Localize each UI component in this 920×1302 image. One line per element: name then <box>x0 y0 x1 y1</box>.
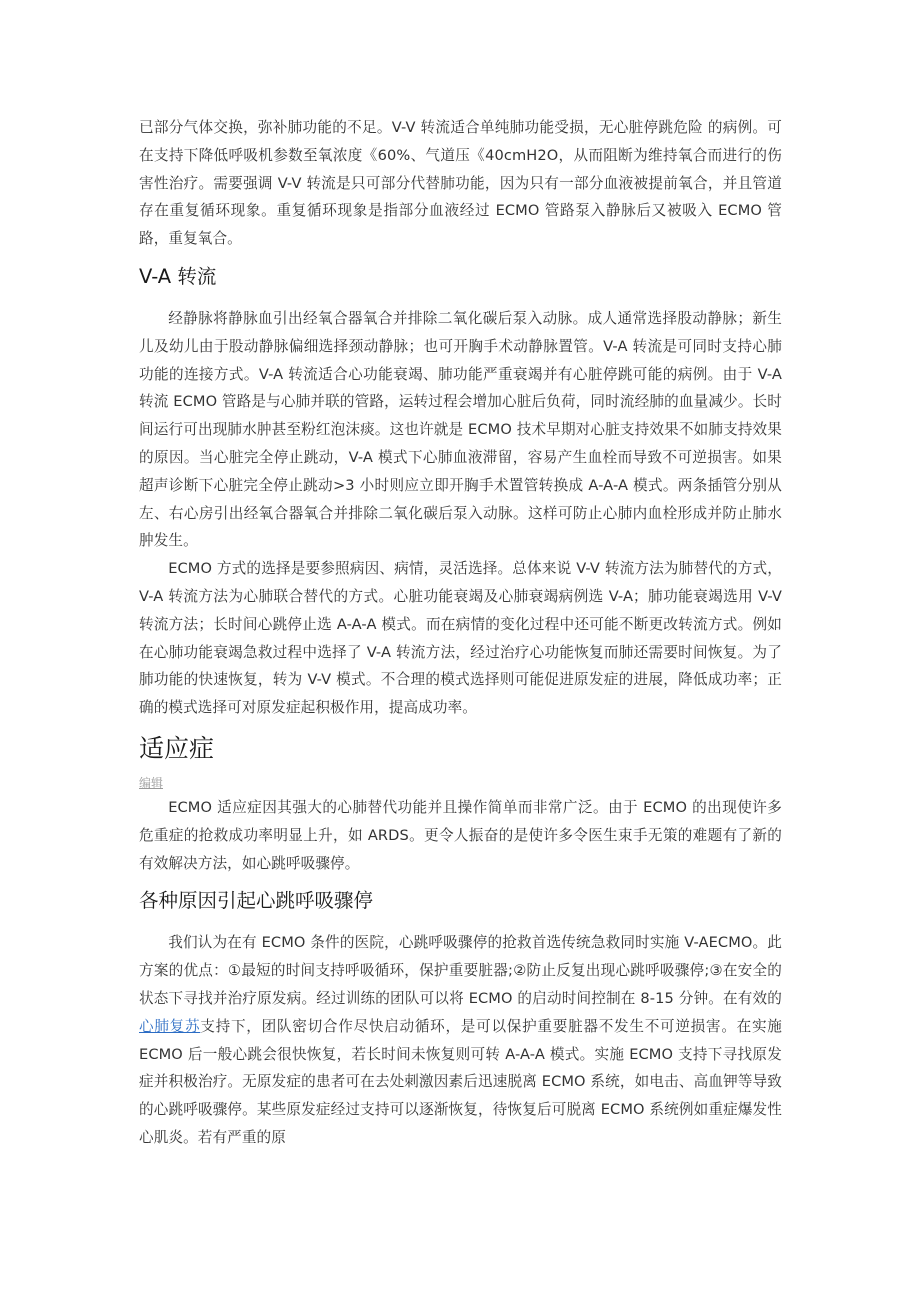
arrest-text-before-link: 我们认为在有 ECMO 条件的医院，心跳呼吸骤停的抢救首选传统急救同时实施 V-AECMO。此方案的优点：①最短的时间支持呼吸循环，保护重要脏器;②防止反复出现心跳呼吸骤停;③在安全的状态下寻找并治疗原发病。经过训练的团队可以将 ECMO 的启动时间控制在 8-15 分钟。在有效的 <box>139 934 782 1007</box>
indications-paragraph: ECMO 适应症因其强大的心肺替代功能并且操作简单而非常广泛。由于 ECMO 的出现使许多危重症的抢救成功率明显上升，如 ARDS。更令人振奋的是使许多令医生束手无策的难题有了新的有效解决方法，如心跳呼吸骤停。 <box>139 798 782 872</box>
indications-heading: 适应症 <box>139 733 215 763</box>
arrest-paragraph <box>139 929 782 1151</box>
va-paragraph-2: ECMO 方式的选择是要参照病因、病情，灵活选择。总体来说 V-V 转流方法为肺替代的方式，V-A 转流方法为心肺联合替代的方式。心脏功能衰竭及心肺衰竭病例选 V-A；肺功能衰竭选用 V-V 转流方法；长时间心跳停止选 A-A-A 模式。而在病情的变化过程中还可能不断更改转流方式。例如在心肺功能衰竭急救过程中选择了 V-A 转流方法，经过治疗心功能恢复而肺还需要时间恢复。为了肺功能的快速恢复，转为 V-V 模式。不合理的模式选择则可能促进原发症的进展，降低成功率；正确的模式选择可对原发症起积极作用，提高成功率。 <box>139 560 782 717</box>
edit-link[interactable]: 编辑 <box>139 775 164 790</box>
document-page <box>139 114 782 1152</box>
arrest-text-after-link: 支持下，团队密切合作尽快启动循环，是可以保护重要脏器不发生不可逆损害。在实施 ECMO 后一般心跳会很快恢复，若长时间未恢复则可转 A-A-A 模式。实施 ECMO 支持下寻找原发症并积极治疗。无原发症的患者可在去处刺激因素后迅速脱离 ECMO 系统，如电击、高血钾等导致的心跳呼吸骤停。某些原发症经过支持可以逐渐恢复，待恢复后可脱离 ECMO 系统例如重症爆发性心肌炎。若有严重的原 <box>139 1017 782 1146</box>
va-section-heading: V-A 转流 <box>139 264 217 288</box>
va-paragraph-1: 经静脉将静脉血引出经氧合器氧合并排除二氧化碳后泵入动脉。成人通常选择股动静脉；新生儿及幼儿由于股动静脉偏细选择颈动静脉；也可开胸手术动静脉置管。V-A 转流是可同时支持心肺功能的连接方式。V-A 转流适合心功能衰竭、肺功能严重衰竭并有心脏停跳可能的病例。由于 V-A 转流 ECMO 管路是与心肺并联的管路，运转过程会增加心脏后负荷，同时流经肺的血量减少。长时间运行可出现肺水肿甚至粉红泡沫痰。这也许就是 ECMO 技术早期对心脏支持效果不如肺支持效果的原因。当心脏完全停止跳动，V-A 模式下心肺血液滞留，容易产生血栓而导致不可逆损害。如果超声诊断下心脏完全停止跳动>3 小时则应立即开胸手术置管转换成 A-A-A 模式。两条插管分别从左、右心房引出经氧合器氧合并排除二氧化碳后泵入动脉。这样可防止心肺内血栓形成并防止肺水肿发生。 <box>139 309 782 550</box>
arrest-section-heading: 各种原因引起心跳呼吸骤停 <box>139 889 374 913</box>
cpr-link[interactable]: 心肺复苏 <box>139 1017 201 1035</box>
intro-paragraph: 已部分气体交换，弥补肺功能的不足。V-V 转流适合单纯肺功能受损，无心脏停跳危险 的病例。可在支持下降低呼吸机参数至氧浓度《60%、气道压《40cmH2O，从而阻断为维持氧合而进行的伤害性治疗。需要强调 V-V 转流是只可部分代替肺功能，因为只有一部分血液被提前氧合，并且管道存在重复循环现象。重复循环现象是指部分血液经过 ECMO 管路泵入静脉后又被吸入 ECMO 管路，重复氧合。 <box>139 119 782 248</box>
